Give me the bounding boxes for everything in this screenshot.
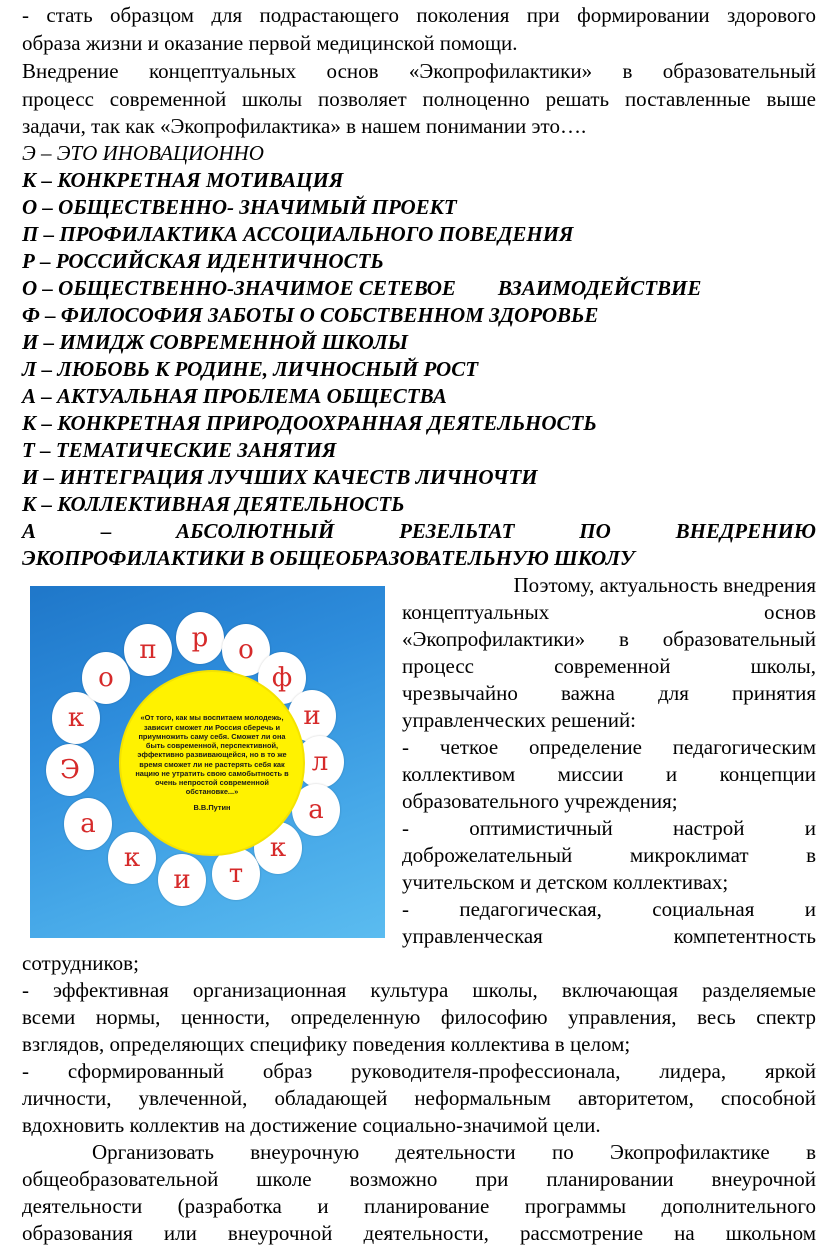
side-line: концептуальных основ: [402, 600, 816, 624]
side-line: коллективом миссии и концепции: [402, 762, 816, 786]
acrostic-line: К – КОНКРЕТНАЯ МОТИВАЦИЯ: [22, 168, 344, 192]
body-line: Организовать внеурочную деятельности по Экопрофилактике в: [92, 1140, 816, 1164]
side-line: доброжелательный микроклимат в: [402, 843, 816, 867]
petal-letter: о: [82, 652, 130, 704]
side-line: Поэтому, актуальность внедрения: [513, 573, 816, 597]
acrostic-line: И – ИМИДЖ СОВРЕМЕННОЙ ШКОЛЫ: [22, 330, 408, 354]
ecoprophylaxis-flower-image: [30, 586, 385, 938]
petal-letter: к: [254, 822, 302, 874]
side-line: «Экопрофилактики» в образовательный: [402, 627, 816, 651]
petal-letter: п: [124, 624, 172, 676]
petal-letter: ф: [258, 652, 306, 704]
quote-text: «От того, как мы воспитаем молодежь, зависит сможет ли Россия сберечь и приумножить саму себя. Сможет ли она быть современной, перспективной, эффективно развивающейся, но в то же время сможет ли не растерять себя как нацию не утратить свою самобытность в очень непростой современной обстановке...»: [135, 713, 289, 797]
intro-line-1: - стать образцом для подрастающего поколения при формировании здорового: [22, 3, 816, 27]
side-line: - оптимистичный настрой и: [402, 816, 816, 840]
side-line: процесс современной школы,: [402, 654, 816, 678]
body-line: - эффективная организационная культура школы, включающая разделяемые: [22, 978, 816, 1002]
acrostic-line: П – ПРОФИЛАКТИКА АССОЦИАЛЬНОГО ПОВЕДЕНИЯ: [22, 222, 574, 246]
body-line: всеми нормы, ценности, определенную философию управления, весь спектр: [22, 1005, 816, 1029]
acrostic-line: Т – ТЕМАТИЧЕСКИЕ ЗАНЯТИЯ: [22, 438, 337, 462]
intro-line-2: образа жизни и оказание первой медицинской помощи.: [22, 31, 518, 55]
intro-para-line-3: задачи, так как «Экопрофилактика» в нашем понимании это….: [22, 114, 587, 138]
side-line: образовательного учреждения;: [402, 789, 678, 813]
body-line: сотрудников;: [22, 951, 139, 975]
acrostic-line: О – ОБЩЕСТВЕННО- ЗНАЧИМЫЙ ПРОЕКТ: [22, 195, 457, 219]
side-line: - педагогическая, социальная и: [402, 897, 816, 921]
intro-para-line-2: процесс современной школы позволяет полноценно решать поставленные выше: [22, 87, 816, 111]
petal-letter: к: [52, 692, 100, 744]
petal-letter: к: [108, 832, 156, 884]
petal-letter: т: [212, 848, 260, 900]
petal-letter: и: [288, 690, 336, 742]
side-line: чрезвычайно важна для принятия: [402, 681, 816, 705]
body-line: личности, увлеченной, обладающей неформальным авторитетом, способной: [22, 1086, 816, 1110]
petal-letter: л: [296, 736, 344, 788]
intro-para-line-1: Внедрение концептуальных основ «Экопрофилактики» в образовательный: [22, 59, 816, 83]
petal-letter: и: [158, 854, 206, 906]
acrostic-line: Э – ЭТО ИНОВАЦИОННО: [22, 141, 264, 165]
acrostic-line: И – ИНТЕГРАЦИЯ ЛУЧШИХ КАЧЕСТВ ЛИЧНОЧТИ: [22, 465, 538, 489]
petal-letter: а: [64, 798, 112, 850]
petal-letter: а: [292, 784, 340, 836]
side-line: управленческая компетентность: [402, 924, 816, 948]
acrostic-last-line-1: А – АБСОЛЮТНЫЙ РЕЗЕЛЬТАТ ПО ВНЕДРЕНИЮ: [22, 519, 816, 543]
body-line: образования или внеурочной деятельности, рассмотрение на школьном: [22, 1221, 816, 1245]
petal-letter: Э: [46, 744, 94, 796]
side-line: управленческих решений:: [402, 708, 637, 732]
petal-letter: о: [222, 624, 270, 676]
body-line: вдохновить коллектив на достижение социально-значимой цели.: [22, 1113, 601, 1137]
body-line: - сформированный образ руководителя-профессионала, лидера, яркой: [22, 1059, 816, 1083]
body-line: общеобразовательной школе возможно при планировании внеурочной: [22, 1167, 816, 1191]
acrostic-line: К – КОЛЛЕКТИВНАЯ ДЕЯТЕЛЬНОСТЬ: [22, 492, 405, 516]
acrostic-line: А – АКТУАЛЬНАЯ ПРОБЛЕМА ОБЩЕСТВА: [22, 384, 447, 408]
side-line: учительском и детском коллективах;: [402, 870, 729, 894]
body-line: взглядов, определяющих специфику поведения коллектива в целом;: [22, 1032, 631, 1056]
acrostic-line: О – ОБЩЕСТВЕННО-ЗНАЧИМОЕ СЕТЕВОЕ ВЗАИМОДЕЙСТВИЕ: [22, 276, 702, 300]
acrostic-line: Л – ЛЮБОВЬ К РОДИНЕ, ЛИЧНОСНЫЙ РОСТ: [22, 357, 479, 381]
flower-center-quote: [121, 672, 303, 854]
quote-author: В.В.Путин: [193, 803, 231, 813]
acrostic-line: К – КОНКРЕТНАЯ ПРИРОДООХРАННАЯ ДЕЯТЕЛЬНОСТЬ: [22, 411, 597, 435]
acrostic-line: Ф – ФИЛОСОФИЯ ЗАБОТЫ О СОБСТВЕННОМ ЗДОРОВЬЕ: [22, 303, 599, 327]
body-line: деятельности (разработка и планирование программы дополнительного: [22, 1194, 816, 1218]
acrostic-line: Р – РОССИЙСКАЯ ИДЕНТИЧНОСТЬ: [22, 249, 384, 273]
acrostic-last-line-2: ЭКОПРОФИЛАКТИКИ В ОБЩЕОБРАЗОВАТЕЛЬНУЮ ШКОЛУ: [22, 546, 635, 570]
side-line: - четкое определение педагогическим: [402, 735, 816, 759]
petal-letter: р: [176, 612, 224, 664]
